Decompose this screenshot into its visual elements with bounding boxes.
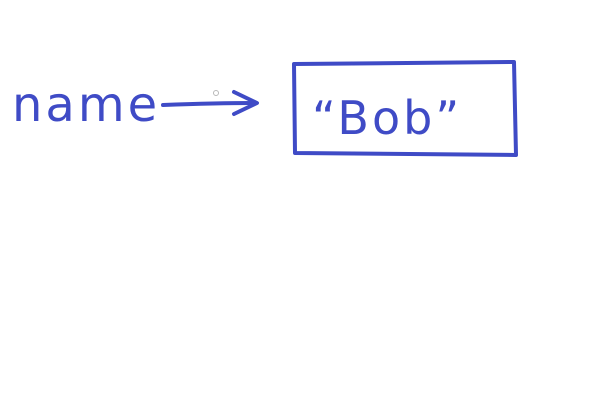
- arrow-shaft: [163, 103, 256, 105]
- value-label: “Bob”: [312, 91, 463, 145]
- variable-label: name: [12, 77, 161, 133]
- arrow: [163, 92, 257, 114]
- cursor-icon: [214, 91, 219, 96]
